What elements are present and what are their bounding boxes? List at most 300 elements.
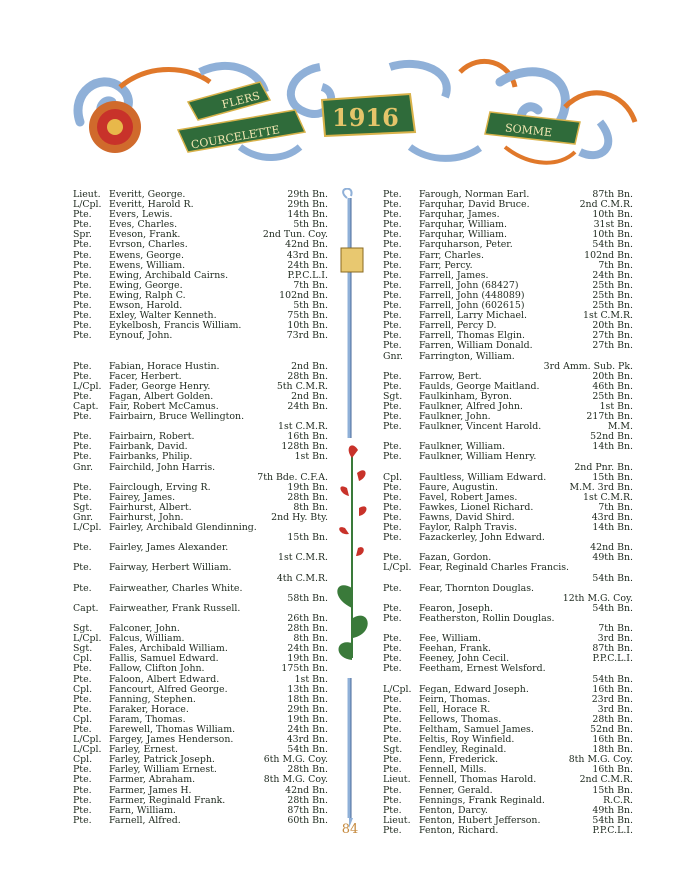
entry-rank: Pte.: [383, 794, 402, 806]
roll-entry: [73, 664, 328, 674]
entry-unit: 42nd Bn.: [590, 542, 633, 554]
entry-unit: 28th Bn.: [287, 794, 328, 806]
sword-and-flower-icon: [325, 188, 385, 828]
entry-name: Farough, Norman Earl.: [419, 189, 530, 200]
entry-unit: 4th C.M.R.: [276, 572, 328, 584]
entry-name: Ewing, Ralph C.: [109, 289, 186, 301]
entry-rank: Pte.: [383, 481, 402, 493]
entry-unit: 54th Bn.: [592, 572, 633, 584]
entry-name: Fairhurst, John.: [109, 512, 184, 523]
entry-name: Fairbairn, Robert.: [109, 431, 195, 443]
entry-rank: Pte.: [73, 663, 92, 675]
entry-name: Fee, William.: [419, 633, 481, 645]
entry-rank: Pte.: [383, 734, 402, 746]
entry-unit: 49th Bn.: [592, 552, 633, 564]
entry-name: Farrington, William.: [419, 350, 515, 362]
entry-name: Ewens, George.: [109, 249, 184, 261]
entry-name: Farquhar, William.: [419, 219, 507, 231]
entry-unit: 102nd Bn.: [279, 289, 328, 301]
entry-name: Farrow, Bert.: [419, 370, 482, 382]
entry-rank: Pte.: [383, 300, 402, 312]
entry-rank: Spr.: [73, 229, 92, 241]
entry-unit: 102nd Bn.: [584, 249, 633, 261]
entry-rank: Pte.: [383, 370, 402, 382]
entry-name: Favel, Robert James.: [419, 491, 518, 503]
entry-rank: Pte.: [383, 380, 402, 392]
entry-rank: Pte.: [383, 754, 402, 766]
entry-name: Fennings, Frank Reginald.: [419, 794, 545, 806]
entry-name: Eves, Charles.: [109, 219, 178, 231]
entry-rank: Pte.: [73, 723, 92, 735]
entry-rank: Pte.: [73, 491, 92, 503]
entry-unit: 54th Bn.: [592, 814, 633, 826]
entry-rank: Pte.: [383, 532, 402, 544]
entry-rank: Pte.: [383, 501, 402, 513]
entry-name: Farley, Ernest.: [109, 744, 178, 756]
entry-rank: Pte.: [73, 390, 92, 402]
entry-unit: 1st C.M.R.: [278, 421, 328, 433]
entry-name: Fairclough, Erving R.: [109, 481, 211, 493]
entry-name: Everitt, Harold R.: [109, 199, 194, 211]
entry-unit: 5th Bn.: [293, 219, 328, 231]
entry-unit: 1st C.M.R.: [583, 491, 633, 503]
entry-name: Fair, Robert McCamus.: [109, 400, 219, 412]
entry-unit: 42nd Bn.: [285, 239, 328, 251]
entry-unit: 52nd Bn.: [590, 431, 633, 443]
entry-unit: 20th Bn.: [592, 320, 633, 332]
entry-rank: Pte.: [383, 723, 402, 735]
entry-unit: 28th Bn.: [287, 764, 328, 776]
entry-unit: 8th M.G. Coy.: [263, 774, 328, 786]
entry-rank: Pte.: [383, 784, 402, 796]
entry-name: Farrell, John (68427): [419, 279, 519, 291]
entry-name: Farmer, Abraham.: [109, 774, 196, 786]
entry-unit: 13th Bn.: [287, 683, 328, 695]
entry-rank: Pte.: [73, 289, 92, 301]
entry-rank: Pte.: [383, 663, 402, 675]
entry-unit: 29th Bn.: [287, 189, 328, 200]
entry-rank: Pte.: [73, 279, 92, 291]
entry-name: Fawkes, Lionel Richard.: [419, 501, 534, 513]
entry-unit: 10th Bn.: [287, 320, 328, 332]
entry-rank: Pte.: [73, 451, 92, 463]
entry-name: Feehan, Frank.: [419, 643, 491, 655]
entry-unit: 29th Bn.: [287, 199, 328, 211]
entry-rank: Lieut.: [73, 189, 101, 200]
entry-name: Eykelbosh, Francis William.: [109, 320, 242, 332]
entry-name: Faylor, Ralph Travis.: [419, 522, 518, 534]
entry-unit: 87th Bn.: [592, 189, 633, 200]
entry-rank: Pte.: [383, 451, 402, 463]
entry-rank: Pte.: [73, 562, 92, 574]
entry-name: Faulkner, William Henry.: [419, 451, 537, 463]
ribbon-flers-text: FLERS: [220, 89, 262, 112]
entry-unit: 87th Bn.: [592, 643, 633, 655]
entry-rank: Pte.: [73, 330, 92, 342]
entry-name: Fales, Archibald William.: [109, 643, 228, 655]
entry-unit: R.C.R.: [603, 794, 633, 806]
entry-unit: 3rd Amm. Sub. Pk.: [543, 360, 633, 372]
entry-unit: 43rd Bn.: [591, 512, 633, 523]
entry-name: Falconer, John.: [109, 623, 180, 635]
roll-entry: [383, 614, 633, 624]
entry-rank: L/Cpl.: [383, 683, 412, 695]
entry-name: Fairbairn, Bruce Wellington.: [109, 411, 245, 423]
entry-rank: Pte.: [383, 643, 402, 655]
entry-name: Evers, Lewis.: [109, 209, 173, 221]
entry-unit: 14th Bn.: [287, 209, 328, 221]
entry-rank: L/Cpl.: [73, 380, 102, 392]
entry-rank: Pte.: [383, 259, 402, 271]
entry-unit: 24th Bn.: [287, 400, 328, 412]
entry-unit: 5th C.M.R.: [276, 380, 328, 392]
entry-unit: P.P.C.L.I.: [592, 824, 633, 836]
entry-name: Fawns, David Shird.: [419, 512, 515, 523]
entry-unit: 54th Bn.: [592, 239, 633, 251]
entry-rank: Pte.: [73, 703, 92, 715]
entry-name: Farrell, Larry Michael.: [419, 310, 527, 322]
entry-rank: Pte.: [383, 279, 402, 291]
entry-unit: 1st C.M.R.: [278, 552, 328, 564]
entry-name: Fallis, Samuel Edward.: [109, 653, 219, 665]
entry-name: Farquhar, James.: [419, 209, 500, 221]
entry-unit: 29th Bn.: [287, 703, 328, 715]
entry-rank: L/Cpl.: [73, 199, 102, 211]
entry-rank: Pte.: [73, 441, 92, 453]
left-ribbon: [178, 82, 305, 152]
entry-name: Fancourt, Alfred George.: [109, 683, 228, 695]
entry-unit: 8th Bn.: [293, 633, 328, 645]
entry-name: Farmer, Reginald Frank.: [109, 794, 226, 806]
entry-name: Fairbank, David.: [109, 441, 188, 453]
entry-rank: Pte.: [383, 249, 402, 261]
entry-rank: Pte.: [383, 310, 402, 322]
entry-unit: 5th Bn.: [293, 300, 328, 312]
entry-rank: Pte.: [73, 582, 92, 594]
entry-name: Fear, Thornton Douglas.: [419, 582, 535, 594]
entry-unit: 25th Bn.: [592, 289, 633, 301]
entry-name: Fairley, James Alexander.: [109, 542, 229, 554]
entry-name: Fearon, Joseph.: [419, 602, 494, 614]
entry-rank: Sgt.: [73, 623, 93, 635]
entry-rank: Pte.: [383, 582, 402, 594]
entry-rank: Pte.: [383, 522, 402, 534]
entry-rank: Sgt.: [73, 643, 93, 655]
entry-rank: Pte.: [383, 512, 402, 523]
entry-unit: 28th Bn.: [287, 623, 328, 635]
entry-unit: 60th Bn.: [287, 814, 328, 826]
entry-name: Farquhar, David Bruce.: [419, 199, 530, 211]
entry-name: Fenner, Gerald.: [419, 784, 493, 796]
roll-entry: [383, 664, 633, 674]
entry-name: Evrson, Charles.: [109, 239, 188, 251]
entry-unit: 73rd Bn.: [286, 330, 328, 342]
entry-name: Farrell, James.: [419, 269, 489, 281]
entry-rank: Capt.: [73, 400, 99, 412]
entry-unit: 2nd Tun. Coy.: [262, 229, 328, 241]
entry-unit: 7th Bn.: [598, 623, 633, 635]
entry-name: Feirn, Thomas.: [419, 693, 491, 705]
entry-unit: 19th Bn.: [287, 481, 328, 493]
entry-unit: 10th Bn.: [592, 209, 633, 221]
entry-rank: Pte.: [73, 431, 92, 443]
entry-unit: 54th Bn.: [592, 673, 633, 685]
entry-unit: 54th Bn.: [592, 602, 633, 614]
entry-rank: Pte.: [383, 209, 402, 221]
entry-rank: Pte.: [73, 774, 92, 786]
entry-name: Fanning, Stephen.: [109, 693, 196, 705]
entry-rank: Pte.: [73, 239, 92, 251]
entry-rank: Pte.: [73, 259, 92, 271]
entry-unit: 24th Bn.: [592, 269, 633, 281]
roll-entry: [73, 331, 328, 341]
entry-unit: 7th Bn.: [598, 501, 633, 513]
entry-rank: Pte.: [73, 370, 92, 382]
entry-rank: Pte.: [73, 784, 92, 796]
entry-rank: L/Cpl.: [73, 734, 102, 746]
entry-name: Farnell, Alfred.: [109, 814, 181, 826]
entry-name: Fairbanks, Philip.: [109, 451, 193, 463]
entry-name: Farrell, Percy D.: [419, 320, 497, 332]
entry-name: Farren, William Donald.: [419, 340, 533, 352]
entry-rank: Pte.: [383, 239, 402, 251]
entry-rank: Sgt.: [383, 390, 403, 402]
entry-unit: 1st Bn.: [294, 451, 328, 463]
entry-name: Ewing, George.: [109, 279, 183, 291]
entry-name: Faulkner, John.: [419, 411, 491, 423]
entry-name: Fairhurst, Albert.: [109, 501, 192, 513]
roll-entry: [383, 341, 633, 351]
entry-unit: 15th Bn.: [592, 471, 633, 483]
entry-unit: 18th Bn.: [592, 744, 633, 756]
entry-name: Fallow, Clifton John.: [109, 663, 205, 675]
entry-rank: Pte.: [383, 219, 402, 231]
entry-unit: 19th Bn.: [287, 653, 328, 665]
entry-name: Faure, Augustin.: [419, 481, 498, 493]
entry-rank: Pte.: [383, 320, 402, 332]
entry-unit: 16th Bn.: [592, 683, 633, 695]
entry-rank: Pte.: [383, 189, 402, 200]
entry-rank: Gnr.: [73, 461, 93, 473]
entry-unit: 1st Bn.: [294, 673, 328, 685]
entry-name: Ewson, Harold.: [109, 300, 183, 312]
entry-unit: 28th Bn.: [287, 491, 328, 503]
entry-name: Farley, William Ernest.: [109, 764, 217, 776]
entry-unit: 14th Bn.: [592, 441, 633, 453]
entry-name: Faraker, Horace.: [109, 703, 189, 715]
ornamental-banner: [60, 52, 645, 177]
entry-unit: P.P.C.L.I.: [287, 269, 328, 281]
entry-name: Ewens, William.: [109, 259, 186, 271]
entry-rank: Pte.: [73, 542, 92, 554]
entry-name: Fendley, Reginald.: [419, 744, 507, 756]
entry-unit: 23rd Bn.: [591, 693, 633, 705]
entry-name: Fairley, Archibald Glendinning.: [109, 522, 257, 534]
entry-unit: 217th Bn.: [586, 411, 633, 423]
page-number: 84: [341, 822, 359, 837]
entry-rank: Pte.: [383, 602, 402, 614]
entry-rank: Cpl.: [73, 653, 93, 665]
entry-unit: 15th Bn.: [592, 784, 633, 796]
entry-rank: Pte.: [73, 764, 92, 776]
entry-rank: Pte.: [383, 612, 402, 624]
entry-name: Fairweather, Charles White.: [109, 582, 243, 594]
entry-unit: 58th Bn.: [287, 592, 328, 604]
entry-rank: Pte.: [383, 330, 402, 342]
year-text: 1916: [332, 103, 399, 132]
entry-rank: Capt.: [73, 602, 99, 614]
entry-unit: 87th Bn.: [287, 804, 328, 816]
entry-name: Faloon, Albert Edward.: [109, 673, 220, 685]
entry-rank: Pte.: [73, 300, 92, 312]
entry-name: Fairweather, Frank Russell.: [109, 602, 241, 614]
entry-name: Farley, Patrick Joseph.: [109, 754, 215, 766]
entry-rank: Pte.: [383, 804, 402, 816]
entry-unit: 2nd C.M.R.: [579, 774, 633, 786]
entry-rank: Cpl.: [73, 754, 93, 766]
entry-name: Faulds, George Maitland.: [419, 380, 540, 392]
entry-name: Fader, George Henry.: [109, 380, 211, 392]
entry-unit: 1st Bn.: [599, 400, 633, 412]
entry-unit: 7th Bde. C.F.A.: [257, 471, 328, 483]
entry-rank: Gnr.: [383, 350, 403, 362]
entry-unit: 7th Bn.: [293, 279, 328, 291]
entry-unit: 16th Bn.: [592, 734, 633, 746]
ribbon-somme-text: SOMME: [504, 121, 553, 140]
entry-name: Fenton, Darcy.: [419, 804, 488, 816]
entry-name: Faulkner, Vincent Harold.: [419, 421, 542, 433]
entry-name: Fenton, Richard.: [419, 824, 499, 836]
entry-rank: Pte.: [383, 693, 402, 705]
entry-name: Fairey, James.: [109, 491, 176, 503]
entry-rank: Pte.: [383, 764, 402, 776]
entry-rank: Pte.: [73, 310, 92, 322]
entry-name: Eveson, Frank.: [109, 229, 181, 241]
entry-rank: Pte.: [383, 400, 402, 412]
entry-rank: Sgt.: [73, 501, 93, 513]
entry-name: Farrell, Thomas Elgin.: [419, 330, 525, 342]
entry-rank: Gnr.: [73, 512, 93, 523]
entry-unit: 24th Bn.: [287, 259, 328, 271]
entry-rank: L/Cpl.: [73, 744, 102, 756]
entry-name: Faram, Thomas.: [109, 713, 186, 725]
entry-rank: Pte.: [73, 794, 92, 806]
entry-name: Faultless, William Edward.: [419, 471, 547, 483]
entry-unit: 49th Bn.: [592, 804, 633, 816]
entry-unit: 14th Bn.: [592, 522, 633, 534]
entry-unit: 43rd Bn.: [286, 249, 328, 261]
entry-rank: Pte.: [383, 411, 402, 423]
entry-name: Fennell, Mills.: [419, 764, 487, 776]
entry-unit: 3rd Bn.: [597, 633, 633, 645]
entry-name: Farquharson, Peter.: [419, 239, 513, 251]
entry-unit: 3rd Bn.: [597, 703, 633, 715]
entry-unit: 8th Bn.: [293, 501, 328, 513]
entry-name: Feetham, Ernest Welsford.: [419, 663, 546, 675]
entry-rank: Pte.: [73, 481, 92, 493]
entry-unit: 1st C.M.R.: [583, 310, 633, 322]
rose-emblem-icon: [89, 101, 141, 153]
entry-rank: Pte.: [383, 713, 402, 725]
entry-rank: Pte.: [73, 269, 92, 281]
entry-name: Farmer, James H.: [109, 784, 192, 796]
entry-rank: Pte.: [383, 289, 402, 301]
entry-unit: 43rd Bn.: [286, 734, 328, 746]
entry-rank: Pte.: [383, 552, 402, 564]
entry-unit: 26th Bn.: [287, 612, 328, 624]
entry-unit: 27th Bn.: [592, 340, 633, 352]
entry-name: Fenn, Frederick.: [419, 754, 499, 766]
entry-rank: Pte.: [383, 824, 402, 836]
entry-unit: 31st Bn.: [593, 219, 633, 231]
entry-rank: Pte.: [383, 340, 402, 352]
entry-name: Fairchild, John Harris.: [109, 461, 216, 473]
entry-unit: 24th Bn.: [287, 643, 328, 655]
entry-unit: M.M.: [607, 421, 633, 433]
entry-unit: 175th Bn.: [281, 663, 328, 675]
entry-rank: Sgt.: [383, 744, 403, 756]
left-name-column: [73, 190, 328, 826]
entry-unit: 8th M.G. Coy.: [568, 754, 633, 766]
banner-illustration: [60, 52, 645, 177]
entry-name: Fellows, Thomas.: [419, 713, 502, 725]
entry-unit: 18th Bn.: [287, 693, 328, 705]
ribbon-courcelette-text: COURCELETTE: [190, 123, 281, 152]
entry-rank: Pte.: [73, 360, 92, 372]
entry-rank: Pte.: [73, 673, 92, 685]
entry-unit: 15th Bn.: [287, 532, 328, 544]
entry-rank: Pte.: [383, 199, 402, 211]
entry-rank: L/Cpl.: [73, 633, 102, 645]
entry-name: Feltham, Samuel James.: [419, 723, 534, 735]
entry-unit: 75th Bn.: [287, 310, 328, 322]
entry-rank: Pte.: [73, 249, 92, 261]
entry-rank: Pte.: [73, 411, 92, 423]
entry-name: Farr, Charles.: [419, 249, 484, 261]
entry-name: Fell, Horace R.: [419, 703, 491, 715]
entry-rank: L/Cpl.: [383, 562, 412, 574]
entry-name: Faulkner, William.: [419, 441, 506, 453]
entry-name: Faulkinham, Byron.: [419, 390, 513, 402]
entry-rank: Lieut.: [383, 774, 411, 786]
entry-rank: Pte.: [383, 229, 402, 241]
entry-unit: 12th M.G. Coy.: [562, 592, 633, 604]
entry-rank: Pte.: [73, 320, 92, 332]
entry-unit: 10th Bn.: [592, 229, 633, 241]
entry-name: Fabian, Horace Hustin.: [109, 360, 220, 372]
entry-unit: M.M. 3rd Bn.: [569, 481, 633, 493]
entry-unit: 52nd Bn.: [590, 723, 633, 735]
entry-rank: Pte.: [383, 269, 402, 281]
entry-name: Fazackerley, John Edward.: [419, 532, 545, 544]
entry-name: Fegan, Edward Joseph.: [419, 683, 529, 695]
entry-unit: 24th Bn.: [287, 723, 328, 735]
entry-rank: Cpl.: [73, 683, 93, 695]
entry-name: Feeney, John Cecil.: [419, 653, 510, 665]
entry-unit: 25th Bn.: [592, 390, 633, 402]
entry-unit: 42nd Bn.: [285, 784, 328, 796]
entry-unit: 2nd Bn.: [291, 360, 328, 372]
entry-rank: Pte.: [383, 633, 402, 645]
entry-name: Fairway, Herbert William.: [109, 562, 232, 574]
entry-unit: 19th Bn.: [287, 713, 328, 725]
entry-unit: 6th M.G. Coy.: [263, 754, 328, 766]
entry-unit: 16th Bn.: [287, 431, 328, 443]
right-name-column: [383, 190, 633, 836]
entry-unit: 54th Bn.: [287, 744, 328, 756]
entry-rank: Pte.: [383, 441, 402, 453]
entry-name: Everitt, George.: [109, 189, 186, 200]
